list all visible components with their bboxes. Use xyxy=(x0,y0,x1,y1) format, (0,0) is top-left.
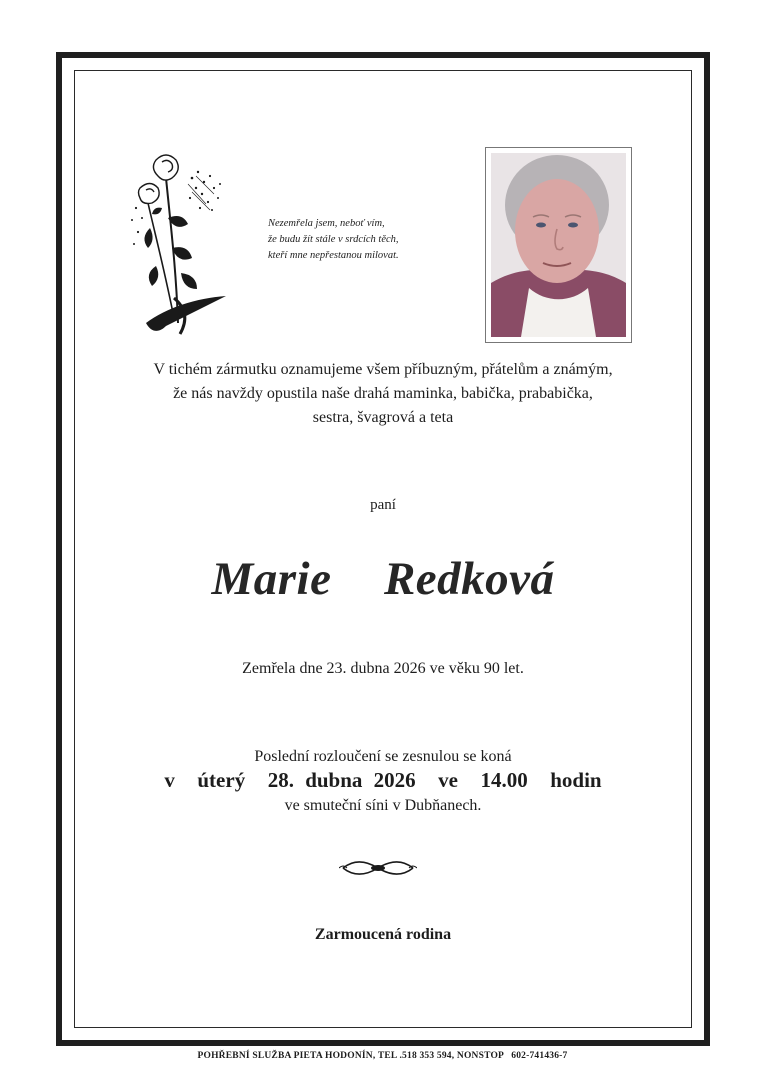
farewell-datetime: v úterý 28. dubna 2026 ve 14.00 hodin xyxy=(164,768,602,792)
announcement-line: sestra, švagrová a teta xyxy=(312,409,454,426)
rose-flower-illustration xyxy=(126,148,236,340)
verse-line: Nezemřela jsem, neboť vím, xyxy=(268,218,385,229)
announcement-line: V tichém zármutku oznamujeme všem příbuzným, přátelům a známým, xyxy=(153,361,613,378)
funeral-service-footer: POHŘEBNÍ SLUŽBA PIETA HODONÍN, TEL .518 353 594, NONSTOP 602-741436-7 xyxy=(197,1051,568,1061)
ornament-flourish-icon xyxy=(339,858,417,878)
farewell-intro: Poslední rozloučení se zesnulou se koná xyxy=(254,748,512,765)
farewell-place: ve smuteční síni v Dubňanech. xyxy=(284,797,482,814)
death-notice: Zemřela dne 23. dubna 2026 ve věku 90 let. xyxy=(242,660,524,677)
announcement-line: že nás navždy opustila naše drahá maminka, babička, prababička, xyxy=(173,385,593,402)
portrait-photo xyxy=(491,153,626,337)
announcement xyxy=(74,358,692,430)
honorific: paní xyxy=(370,497,396,513)
verse-line: kteří mne nepřestanou milovat. xyxy=(268,250,399,261)
memorial-verse xyxy=(268,216,458,264)
signature: Zarmoucená rodina xyxy=(314,926,452,943)
verse-line: že budu žít stále v srdcích těch, xyxy=(268,234,399,245)
deceased-name: Marie Redková xyxy=(211,553,555,605)
